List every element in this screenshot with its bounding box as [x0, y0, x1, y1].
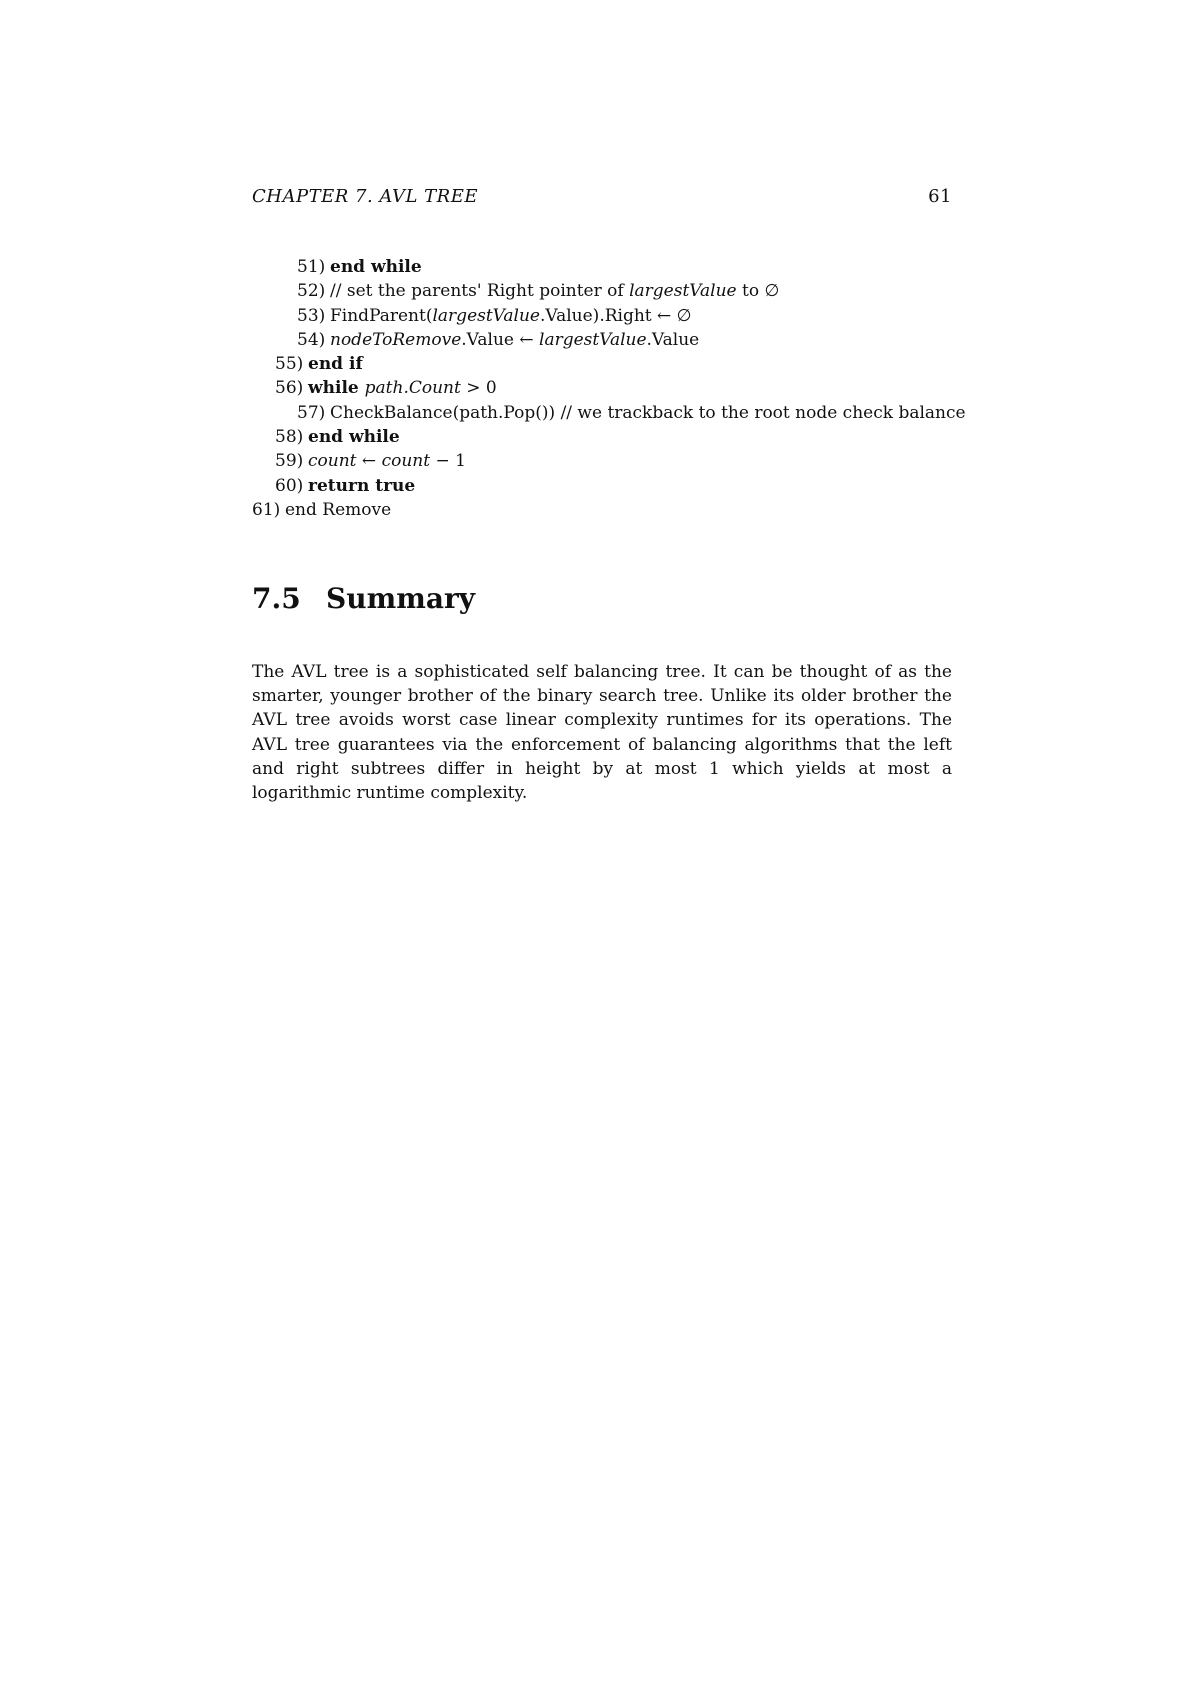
chapter-title: CHAPTER 7. AVL TREE	[252, 186, 479, 207]
code-line-55	[252, 352, 1012, 376]
code-line-59	[252, 449, 1012, 473]
code-variable: path.Count	[364, 378, 461, 399]
code-keyword: end if	[308, 354, 363, 375]
code-variable: nodeToRemove	[330, 329, 462, 350]
code-line-51	[252, 255, 1012, 279]
code-text: .Value ←	[461, 329, 540, 350]
code-variable: largestValue	[432, 305, 540, 326]
code-text: − 1	[430, 451, 466, 472]
line-number: 58)	[275, 427, 304, 448]
code-keyword: end while	[308, 427, 400, 448]
code-line-52	[252, 279, 1012, 303]
section-heading	[252, 582, 475, 615]
code-variable: largestValue	[539, 329, 647, 350]
code-line-53	[252, 304, 1012, 328]
line-number: 57)	[297, 402, 326, 423]
code-text: FindParent(	[330, 305, 433, 326]
code-line-57	[252, 401, 1012, 425]
code-line-61	[252, 498, 1012, 522]
line-number: 59)	[275, 451, 304, 472]
code-keyword: end while	[330, 257, 422, 277]
code-variable: count	[381, 451, 431, 472]
code-text: // set the parents' Right pointer of	[330, 281, 630, 302]
page-number: 61	[928, 186, 952, 207]
running-header	[252, 186, 952, 212]
line-number: 53)	[297, 305, 326, 326]
line-number: 51)	[297, 257, 326, 277]
line-number: 55)	[275, 354, 304, 375]
code-text: CheckBalance(path.Pop()) // we trackback to the root node check balance	[330, 402, 966, 423]
code-variable: largestValue	[629, 281, 737, 302]
code-text: .Value).Right ← ∅	[539, 305, 692, 326]
code-line-56	[252, 376, 1012, 400]
code-text: ←	[356, 451, 382, 472]
code-keyword: while	[308, 378, 365, 399]
code-text: > 0	[460, 378, 497, 399]
code-line-60	[252, 474, 1012, 498]
line-number: 52)	[297, 281, 326, 302]
line-number: 56)	[275, 378, 304, 399]
code-text: to ∅	[736, 281, 780, 302]
code-line-58	[252, 425, 1012, 449]
code-line-54	[252, 328, 1012, 352]
line-number: 61)	[252, 499, 281, 520]
code-keyword: return true	[308, 475, 416, 496]
pseudocode-listing	[252, 255, 1012, 522]
code-variable: count	[308, 451, 357, 472]
summary-paragraph: The AVL tree is a sophisticated self balancing tree. It can be thought of as the smarter, younger brother of the binary search tree. Unlike its older brother the AVL tree avoids worst case linear complexity runtimes for its operations. The AVL tree guarantees via the enforcement of balancing algorithms that the left and right subtrees differ in height by at most 1 which yields at most a logarithmic runtime complexity.	[252, 662, 952, 804]
code-text: end Remove	[285, 499, 392, 520]
section-number: 7.5	[252, 582, 301, 615]
section-title: Summary	[326, 582, 475, 615]
line-number: 60)	[275, 475, 304, 496]
code-text: .Value	[646, 329, 700, 350]
line-number: 54)	[297, 329, 326, 350]
